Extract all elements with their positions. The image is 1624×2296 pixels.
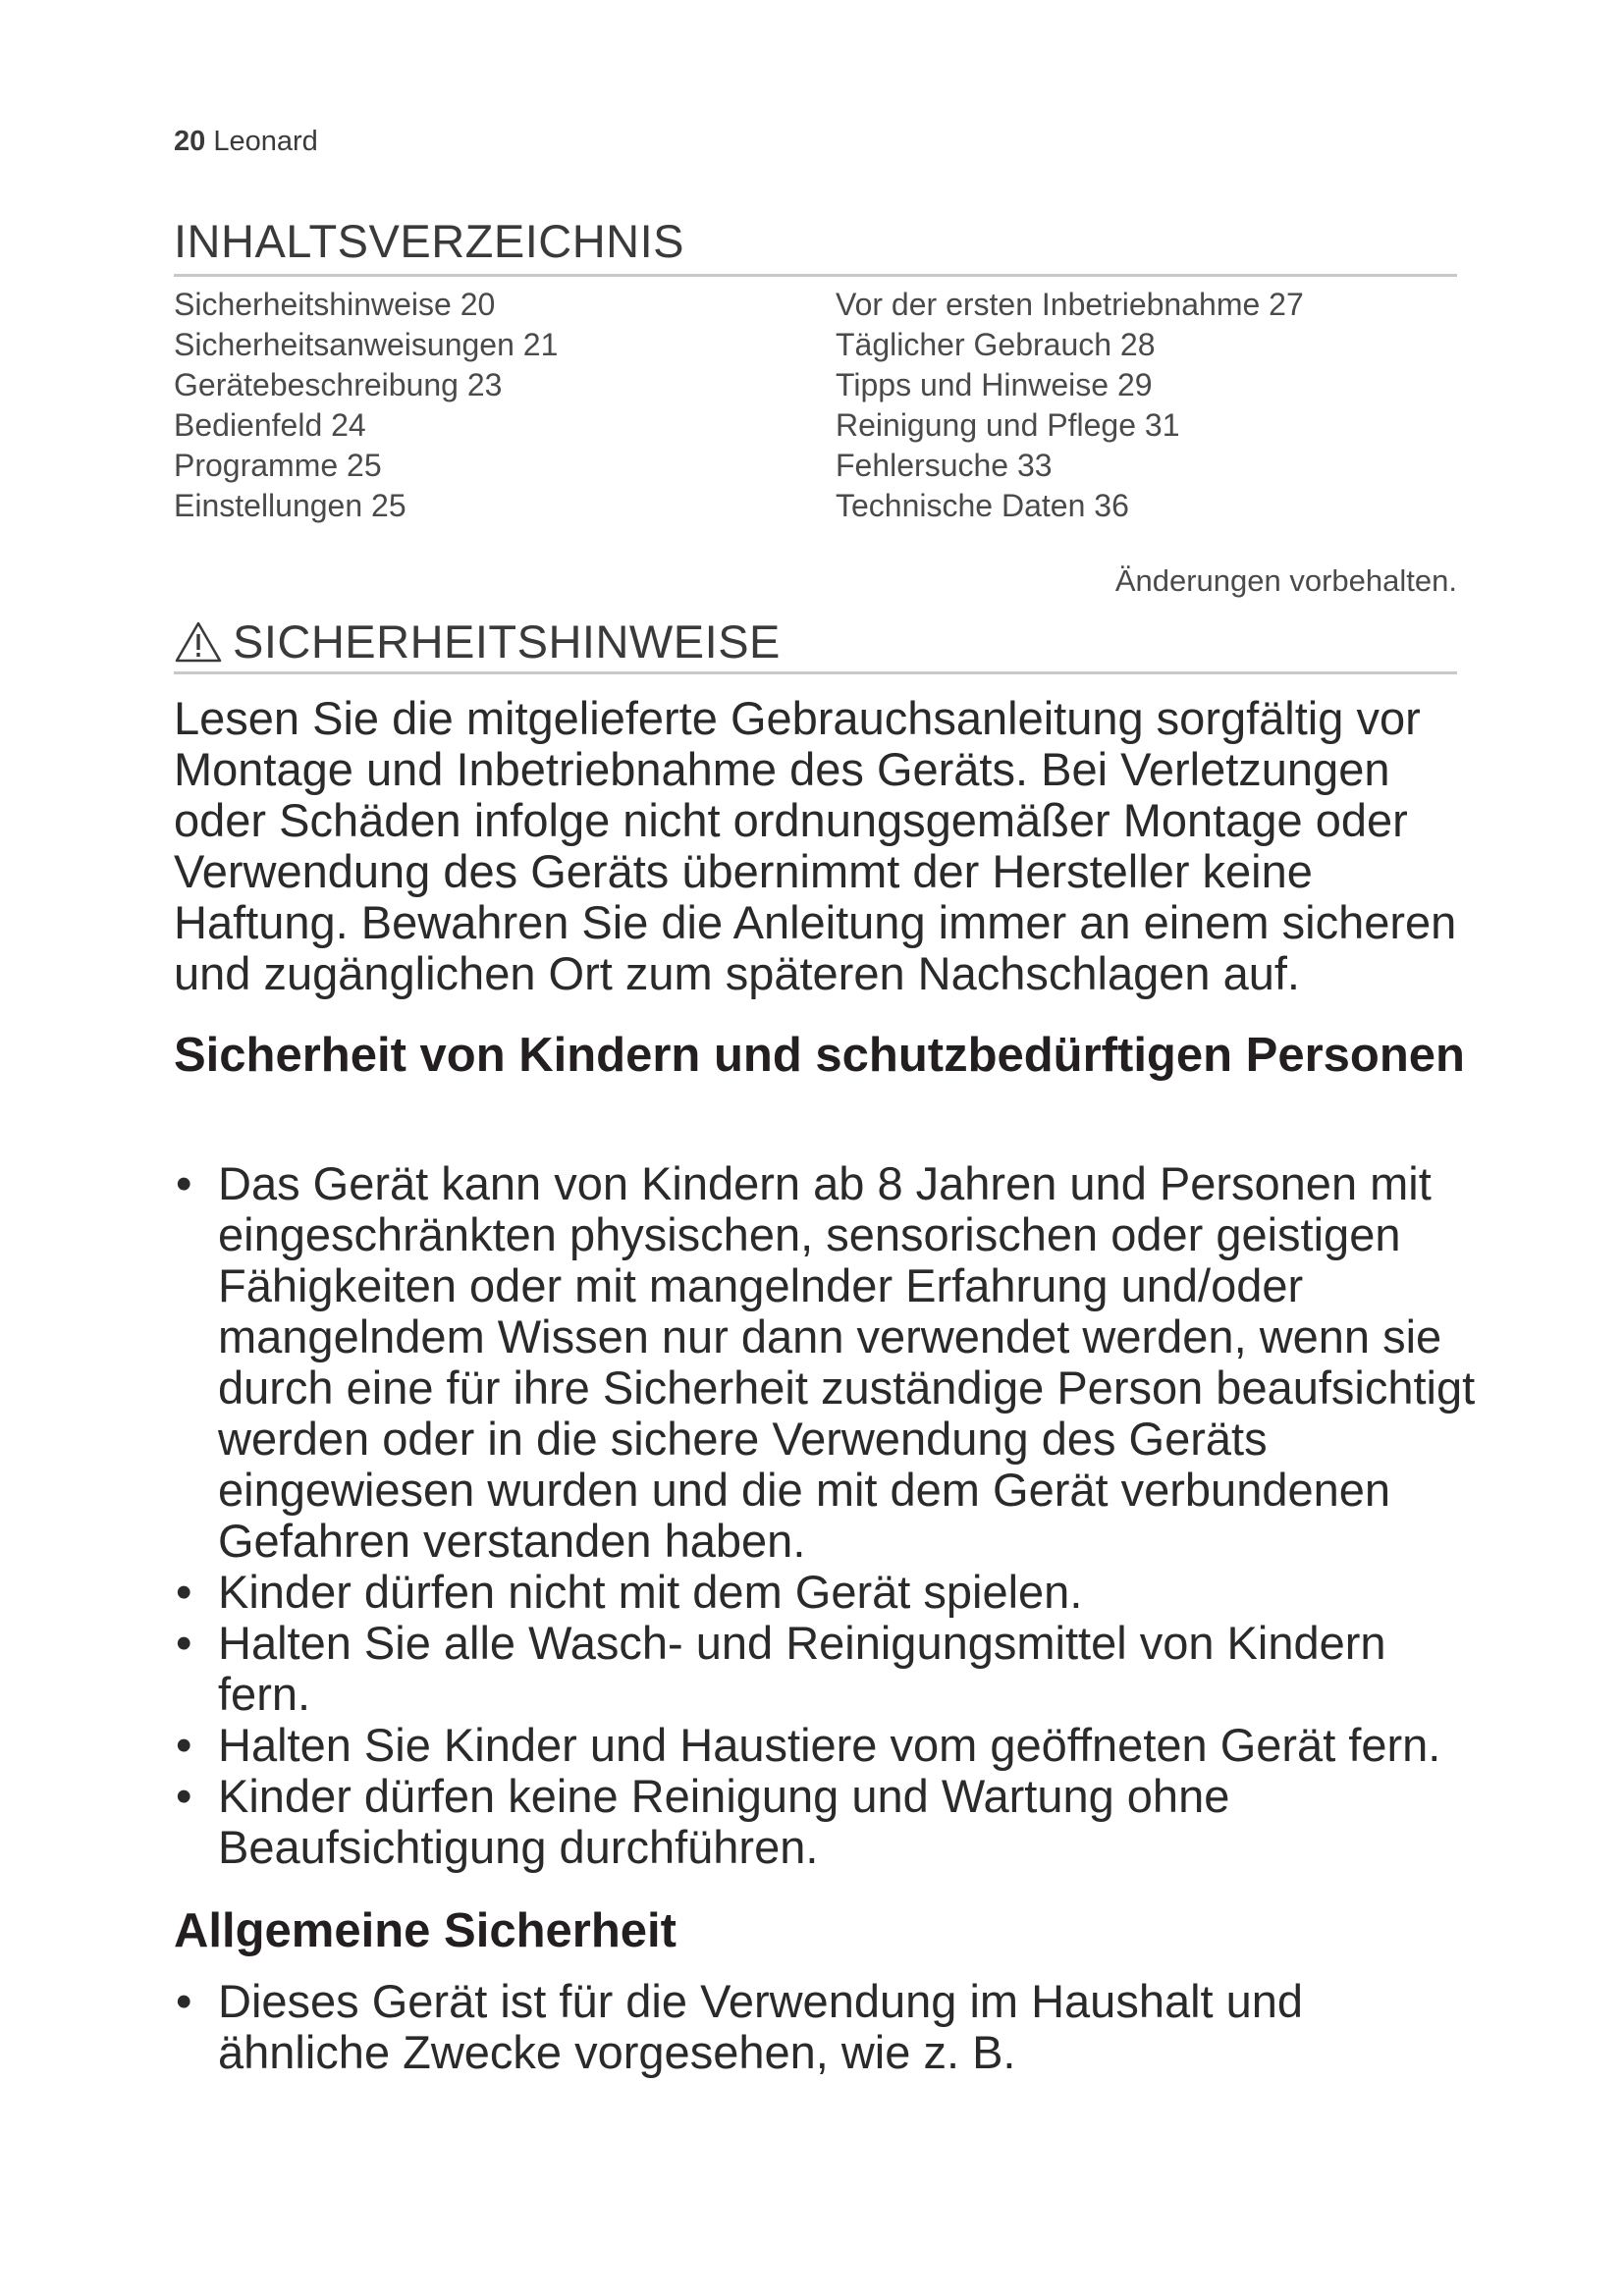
general-safety-list (174, 1976, 1480, 2078)
toc-entry[interactable]: Fehlersuche 33 (836, 448, 1053, 483)
list-item: • Halten Sie alle Wasch- und Reinigungsmittel von Kindern fern. (174, 1618, 1480, 1720)
toc-entry[interactable]: Sicherheitsanweisungen 21 (174, 327, 559, 362)
toc-entry[interactable]: Programme 25 (174, 448, 382, 483)
toc-title: INHALTSVERZEICHNIS (174, 215, 684, 267)
toc-left-column (174, 285, 558, 526)
toc-entry[interactable]: Gerätebeschreibung 23 (174, 367, 503, 402)
product-name: Leonard (213, 126, 318, 157)
children-safety-list (174, 1158, 1480, 1873)
toc-entry[interactable]: Technische Daten 36 (836, 488, 1129, 523)
page-header (174, 126, 318, 158)
page-number: 20 (174, 126, 206, 157)
changes-reserved-note: Änderungen vorbehalten. (1114, 563, 1457, 598)
toc-right-column (836, 285, 1304, 526)
toc-entry[interactable]: Vor der ersten Inbetriebnahme 27 (836, 287, 1304, 322)
list-item: • Kinder dürfen keine Reinigung und Wartung ohne Beaufsichtigung durchführen. (174, 1771, 1480, 1873)
safety-intro-paragraph: Lesen Sie die mitgelieferte Gebrauchsanleitung sorgfältig vor Montage und Inbetriebnahme des Geräts. Bei Verletzungen oder Schäden infolge nicht ordnungsgemäßer Montage oder Verwendung des Geräts übernimmt der Hersteller keine Haftung. Bewahren Sie die Anleitung immer an einem sicheren und zugänglichen Ort zum späteren Nachschlagen auf. (174, 692, 1457, 999)
list-item: • Dieses Gerät ist für die Verwendung im Haushalt und ähnliche Zwecke vorgesehen, wie z. B. (174, 1976, 1480, 2078)
toc-rule (174, 274, 1457, 277)
list-item: • Das Gerät kann von Kindern ab 8 Jahren und Personen mit eingeschränkten physischen, sensorischen oder geistigen Fähigkeiten oder mit mangelnder Erfahrung und/oder mangelndem Wissen nur dann verwendet werden, wenn sie durch eine für ihre Sicherheit zuständige Person beaufsichtigt werden oder in die sichere Verwendung des Geräts eingewiesen wurden und die mit dem Gerät verbundenen Gefahren verstanden haben. (174, 1158, 1480, 1567)
safety-title-text: SICHERHEITSHINWEISE (233, 615, 781, 667)
list-item: • Kinder dürfen nicht mit dem Gerät spielen. (174, 1567, 1480, 1618)
toc-entry[interactable]: Tipps und Hinweise 29 (836, 367, 1153, 402)
toc-entry[interactable]: Sicherheitshinweise 20 (174, 287, 496, 322)
toc-entry[interactable]: Einstellungen 25 (174, 488, 406, 523)
list-item: • Halten Sie Kinder und Haustiere vom geöffneten Gerät fern. (174, 1720, 1480, 1771)
safety-rule (174, 671, 1457, 674)
safety-title (174, 614, 781, 668)
toc-entry[interactable]: Reinigung und Pflege 31 (836, 407, 1180, 443)
general-safety-heading: Allgemeine Sicherheit (174, 1904, 677, 1957)
toc-entry[interactable]: Täglicher Gebrauch 28 (836, 327, 1156, 362)
warning-triangle-icon (174, 620, 223, 664)
children-safety-heading: Sicherheit von Kindern und schutzbedürftigen Personen (174, 1029, 1465, 1082)
toc-entry[interactable]: Bedienfeld 24 (174, 407, 366, 443)
